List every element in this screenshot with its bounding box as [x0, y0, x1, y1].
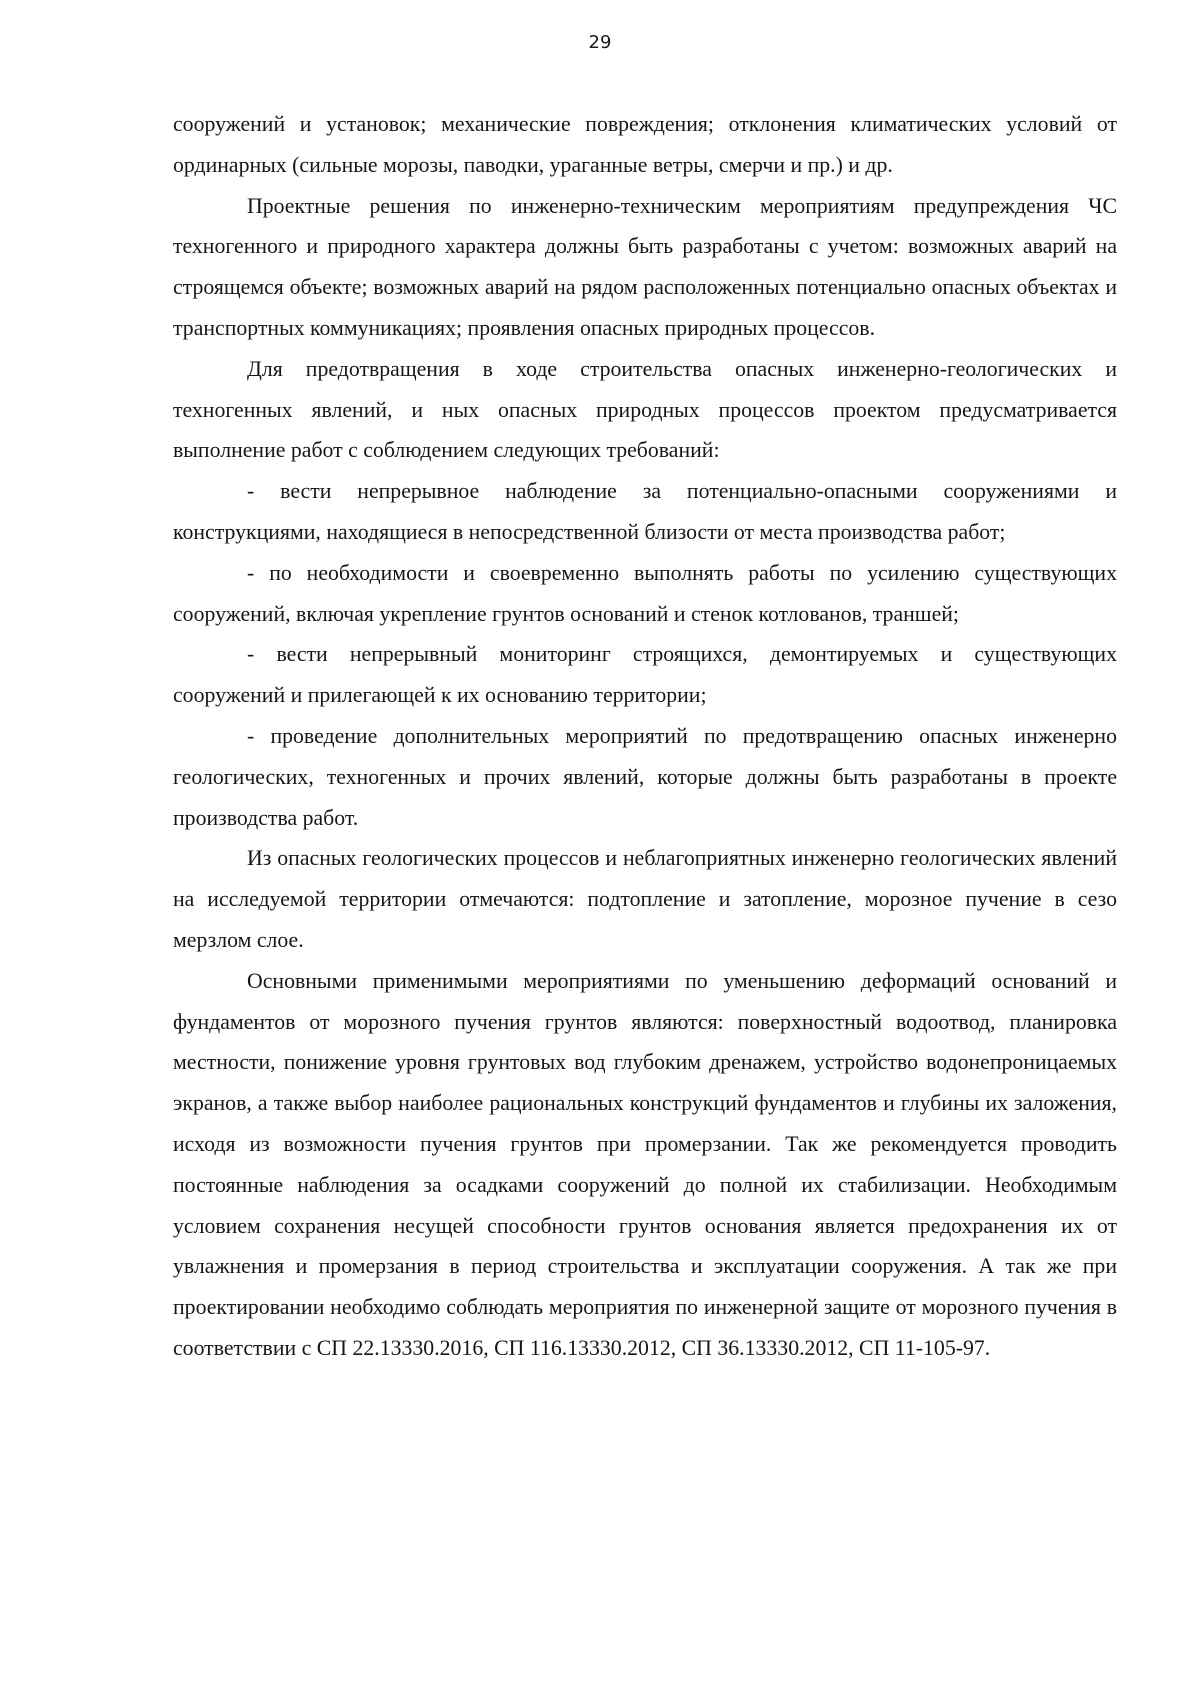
paragraph-continuation: сооружений и установок; механические повреждения; отклонения климатических условий от ординарных (сильные морозы, паводки, ураганные ветры, смерчи и пр.) и др.	[173, 112, 1117, 177]
paragraph-frost-heave-measures: Основными применимыми мероприятиями по уменьшению деформаций оснований и фундаментов от морозного пучения грунтов являются: поверхностный водоотвод, планировка местности, понижение уровня грунтовых вод глубоким дренажем, устройство водонепроницаемых экранов, а также выбор наиболее рациональных конструкций фундаментов и глубины их заложения, исходя из возможности пучения грунтов при промерзании. Так же рекомендуется проводить постоянные наблюдения за осадками сооружений до полной их стабилизации. Необходимым условием сохранения несущей способности грунтов основания является предохранения их от увлажнения и промерзания в период строительства и эксплуатации сооружения. А так же при проектировании необходимо соблюдать мероприятия по инженерной защите от морозного пучения в соответствии с СП 22.13330.2016, СП 116.13330.2012, СП 36.13330.2012, СП 11-105-97.	[173, 968, 1117, 1360]
list-item-additional-measures: - проведение дополнительных мероприятий по предотвращению опасных инженерно геологических, техногенных и прочих явлений, которые должны быть разработаны в проекте производства работ.	[173, 723, 1117, 830]
page-number: 29	[588, 32, 612, 53]
list-item-continuous-monitoring: - вести непрерывный мониторинг строящихся, демонтируемых и существующих сооружений и прилегающей к их основанию территории;	[173, 642, 1117, 708]
body-text	[173, 104, 1117, 1369]
list-item-monitoring-structures: - вести непрерывное наблюдение за потенциально-опасными сооружениями и конструкциями, находящиеся в непосредственной близости от места производства работ;	[173, 479, 1117, 544]
paragraph-hazardous-processes: Из опасных геологических процессов и неблагоприятных инженерно геологических явлений на исследуемой территории отмечаются: подтопление и затопление, морозное пучение в сезо мерзлом слое.	[173, 846, 1117, 952]
list-item-reinforcement: - по необходимости и своевременно выполнять работы по усилению существующих сооружений, включая укрепление грунтов оснований и стенок котлованов, траншей;	[173, 560, 1117, 626]
paragraph-prevention-intro: Для предотвращения в ходе строительства опасных инженерно-геологических и техногенных явлений, и ных опасных природных процессов проектом предусматривается выполнение работ с соблюдением следующих требований:	[173, 356, 1117, 463]
paragraph-design-decisions: Проектные решения по инженерно-техническим мероприятиям предупреждения ЧС техногенного и природного характера должны быть разработаны с учетом: возможных аварий на строящемся объекте; возможных аварий на рядом расположенных потенциально опасных объектах и транспортных коммуникациях; проявления опасных природных процессов.	[173, 193, 1117, 340]
